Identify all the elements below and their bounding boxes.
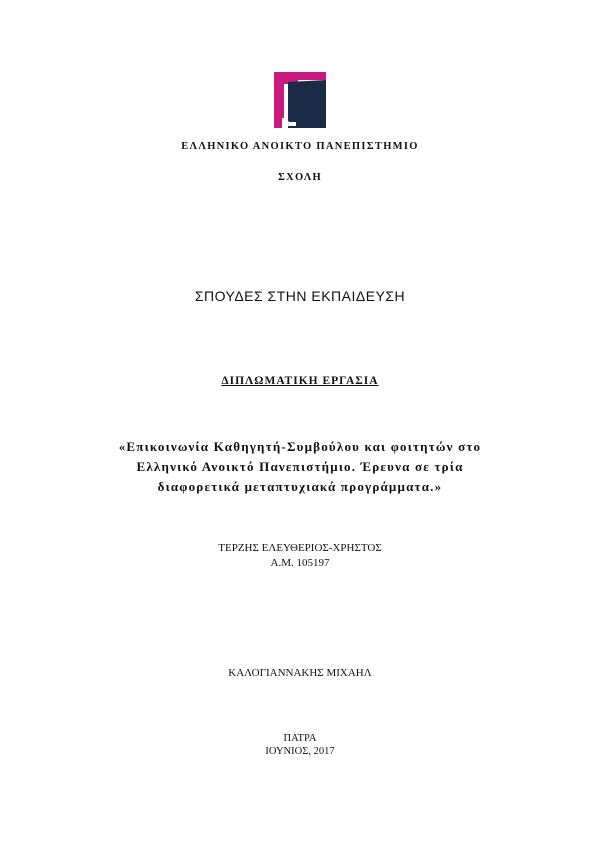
thesis-title-line: Ελληνικό Ανοικτό Πανεπιστήμιο. Έρευνα σε τρία [136,459,464,474]
university-book-logo-icon [274,72,326,128]
university-name: ΕΛΛΗΝΙΚΟ ΑΝΟΙΚΤΟ ΠΑΝΕΠΙΣΤΗΜΙΟ [181,141,419,152]
student-id: Α.Μ. 105197 [270,557,330,569]
thesis-title-line: διαφορετικά μεταπτυχιακά προγράμματα.» [157,479,443,494]
thesis-title [60,437,540,497]
thesis-type-heading: ΔΙΠΛΩΜΑΤΙΚΗ ΕΡΓΑΣΙΑ [221,375,379,387]
program-name: ΣΠΟΥΔΕΣ ΣΤΗΝ ΕΚΠΑΙΔΕΥΣΗ [194,288,406,304]
thesis-title-line: «Επικοινωνία Καθηγητή-Συμβούλου και φοιτητών στο [118,439,482,454]
logo-magenta-flap [274,72,326,80]
school-name: ΣΧΟΛΗ [277,172,323,183]
city: ΠΑΤΡΑ [283,733,317,744]
supervisor-name: ΚΑΛΟΓΙΑΝΝΑΚΗΣ ΜΙΧΑΗΛ [228,667,372,679]
logo-navy-page [288,80,326,128]
author-name: ΤΕΡΖΗΣ ΕΛΕΥΘΕΡΙΟΣ-ΧΡΗΣΤΟΣ [218,542,382,554]
date: ΙΟΥΝΙΟΣ, 2017 [265,746,335,757]
